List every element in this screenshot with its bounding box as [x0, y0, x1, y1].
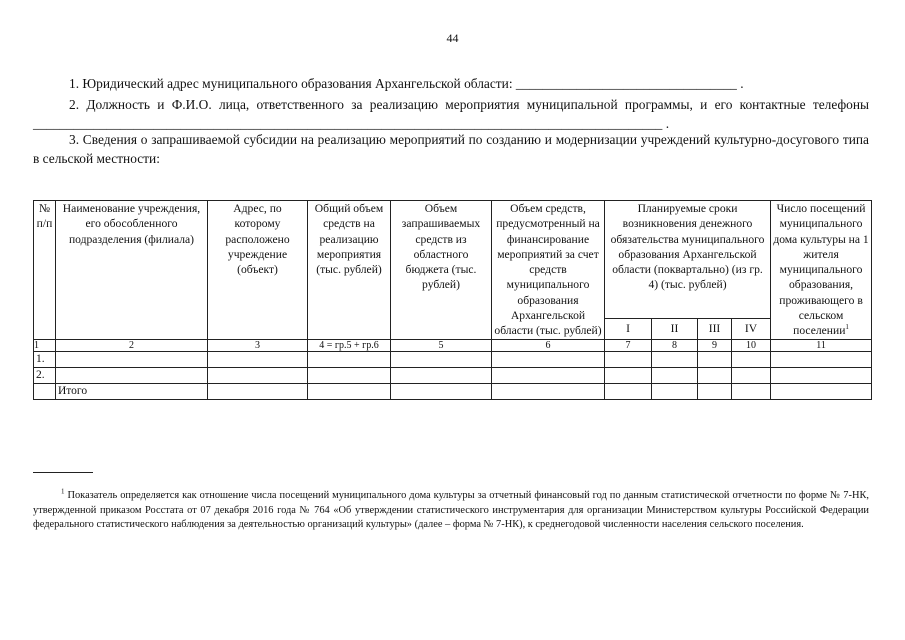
table-row — [34, 367, 872, 383]
footnote-separator — [33, 472, 93, 473]
table-cell — [652, 383, 698, 399]
header-number: № п/п — [34, 201, 56, 340]
table-cell — [56, 367, 208, 383]
table-cell — [605, 383, 652, 399]
col-number-2: 2 — [56, 339, 208, 351]
table-cell — [308, 351, 391, 367]
col-number-7: 7 — [605, 339, 652, 351]
table-cell — [605, 351, 652, 367]
col-number-1: 1 — [34, 339, 56, 351]
header-regional-budget: Объем запрашиваемых средств из областного бюджета (тыс. рублей) — [391, 201, 492, 340]
header-visits-text: Число посещений муниципального дома культуры на 1 жителя муниципального образования, проживающего в сельском поселении — [773, 202, 869, 338]
table-cell — [652, 367, 698, 383]
table-cell — [492, 367, 605, 383]
header-quarter-4: IV — [732, 318, 771, 339]
table-cell — [698, 383, 732, 399]
header-planned-dates: Планируемые сроки возникновения денежного обязательства муниципального образования Архангельской области (поквартально) (из гр. 4) (тыс. рублей) — [605, 201, 771, 319]
header-quarter-2: II — [652, 318, 698, 339]
paragraph-responsible-person — [33, 96, 869, 133]
table-cell — [208, 351, 308, 367]
table-cell — [308, 383, 391, 399]
table-cell — [208, 367, 308, 383]
col-number-9: 9 — [698, 339, 732, 351]
subsidy-table — [33, 200, 872, 400]
footnote-mark: 1 — [61, 487, 65, 496]
footnote-text: Показатель определяется как отношение числа посещений муниципального дома культуры за отчетный финансовый год по данным статистической отчетности по форме № 7-НК, утвержденной приказом Росстата от 07 декабря 2016 года № 764 «Об утверждении статистического инструментария для организации Министерством культуры Российской Федерации федерального статистического наблюдения за деятельностью организаций культуры» (далее – форма № 7-НК), к среднегодовой численности населения сельского поселения. — [33, 490, 869, 530]
table-cell — [391, 383, 492, 399]
header-visits-per-resident — [771, 201, 872, 340]
table-cell — [391, 351, 492, 367]
paragraph-subsidy-info — [33, 131, 869, 168]
paragraph-subsidy-info-text: 3. Сведения о запрашиваемой субсидии на реализацию мероприятий по созданию и модернизации учреждений культурно-досугового типа в сельской местности: — [33, 132, 869, 166]
row-number: 2. — [34, 367, 56, 383]
table-cell — [732, 383, 771, 399]
table-cell — [732, 367, 771, 383]
table-cell — [771, 383, 872, 399]
table-cell — [732, 351, 771, 367]
table-cell — [771, 351, 872, 367]
footnote-ref: 1 — [845, 323, 849, 332]
table-cell — [208, 383, 308, 399]
table-cell — [34, 383, 56, 399]
row-number: 1. — [34, 351, 56, 367]
col-number-5: 5 — [391, 339, 492, 351]
col-number-3: 3 — [208, 339, 308, 351]
page-number: 44 — [446, 31, 459, 45]
col-number-11: 11 — [771, 339, 872, 351]
paragraph-legal-address — [33, 75, 869, 94]
table-cell — [492, 351, 605, 367]
header-quarter-3: III — [698, 318, 732, 339]
col-number-10: 10 — [732, 339, 771, 351]
table-cell — [308, 367, 391, 383]
col-number-8: 8 — [652, 339, 698, 351]
header-municipal-funds: Объем средств, предусмотренный на финансирование мероприятий за счет средств муниципального образования Архангельской области (тыс. рублей) — [492, 201, 605, 340]
table-header-row — [34, 201, 872, 319]
table-column-numbers-row — [34, 339, 872, 351]
table-cell — [391, 367, 492, 383]
table-cell — [605, 367, 652, 383]
table-total-row — [34, 383, 872, 399]
header-address: Адрес, по которому расположено учреждение (объект) — [208, 201, 308, 340]
col-number-6: 6 — [492, 339, 605, 351]
col-number-4: 4 = гр.5 + гр.6 — [308, 339, 391, 351]
table-cell — [698, 367, 732, 383]
table-row — [34, 351, 872, 367]
paragraph-legal-address-text: 1. Юридический адрес муниципального образования Архангельской области: _________________________________ . — [69, 76, 744, 91]
paragraph-responsible-person-text: 2. Должность и Ф.И.О. лица, ответственного за реализацию мероприятия муниципальной программы, и его контактные телефоны ______________________________________________________________________________________________ . — [33, 97, 869, 131]
header-institution-name: Наименование учреждения, его обособленного подразделения (филиала) — [56, 201, 208, 340]
total-label: Итого — [56, 383, 208, 399]
header-total-amount: Общий объем средств на реализацию мероприятия (тыс. рублей) — [308, 201, 391, 340]
table-cell — [698, 351, 732, 367]
table-cell — [771, 367, 872, 383]
table-cell — [492, 383, 605, 399]
table-cell — [652, 351, 698, 367]
table-cell — [56, 351, 208, 367]
header-quarter-1: I — [605, 318, 652, 339]
footnote — [33, 489, 869, 533]
